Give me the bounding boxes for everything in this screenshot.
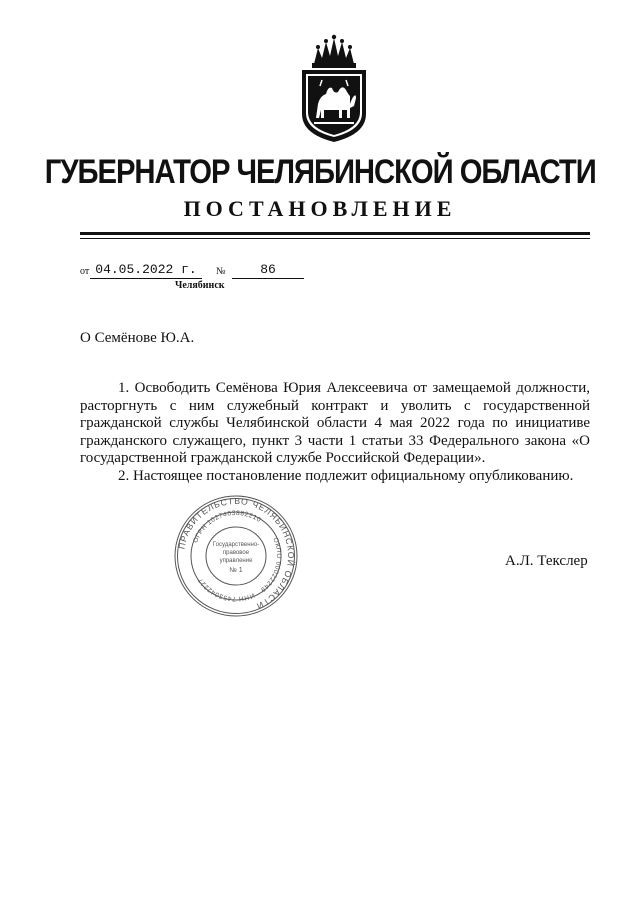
svg-text:Государственно-: Государственно-	[212, 542, 260, 548]
stamp-ogrn: ОГРН 1027403882210	[192, 509, 263, 545]
issuing-authority-title: ГУБЕРНАТОР ЧЕЛЯБИНСКОЙ ОБЛАСТИ	[44, 153, 596, 191]
paragraph-2: 2. Настоящее постановление подлежит официальному опубликованию.	[118, 467, 574, 484]
document-subject: О Семёнове Ю.А.	[80, 330, 195, 346]
stamp-center-number: № 1	[229, 567, 243, 574]
document-date: 04.05.2022 г.	[90, 262, 202, 279]
header-divider-thick	[80, 232, 590, 235]
signatory-name: А.Л. Текслер	[505, 553, 588, 569]
official-seal-stamp	[172, 494, 300, 618]
document-city: Челябинск	[175, 280, 225, 291]
paragraph-1: 1. Освободить Семёнова Юрия Алексеевича от замещаемой должности, расторгнуть с ним служебный контракт и уволить с государственной гражданской службы Челябинской области 4 мая 2022 года по инициативе гражданского служащего, пункт 3 части 1 статьи 33 Федерального закона «О государственной гражданской службе Российской Федерации».	[80, 380, 590, 466]
date-label: от	[80, 266, 90, 277]
header-divider-thin	[80, 238, 590, 239]
document-type-title: ПОСТАНОВЛЕНИЕ	[183, 196, 457, 221]
stamp-outer-text: ПРАВИТЕЛЬСТВО ЧЕЛЯБИНСКОЙ ОБЛАСТИ	[176, 495, 297, 612]
stamp-inn: ИНН 7453042227	[196, 576, 256, 603]
coat-of-arms-icon	[292, 34, 376, 144]
svg-text:правовое: правовое	[222, 550, 250, 556]
document-body	[80, 380, 590, 485]
svg-text:управление: управление	[219, 558, 253, 564]
document-number: 86	[232, 262, 304, 279]
svg-text:ИНН 7453042227	[197, 576, 255, 602]
number-label: №	[216, 266, 226, 277]
stamp-okpo: ОКПО 00022249	[258, 536, 283, 594]
